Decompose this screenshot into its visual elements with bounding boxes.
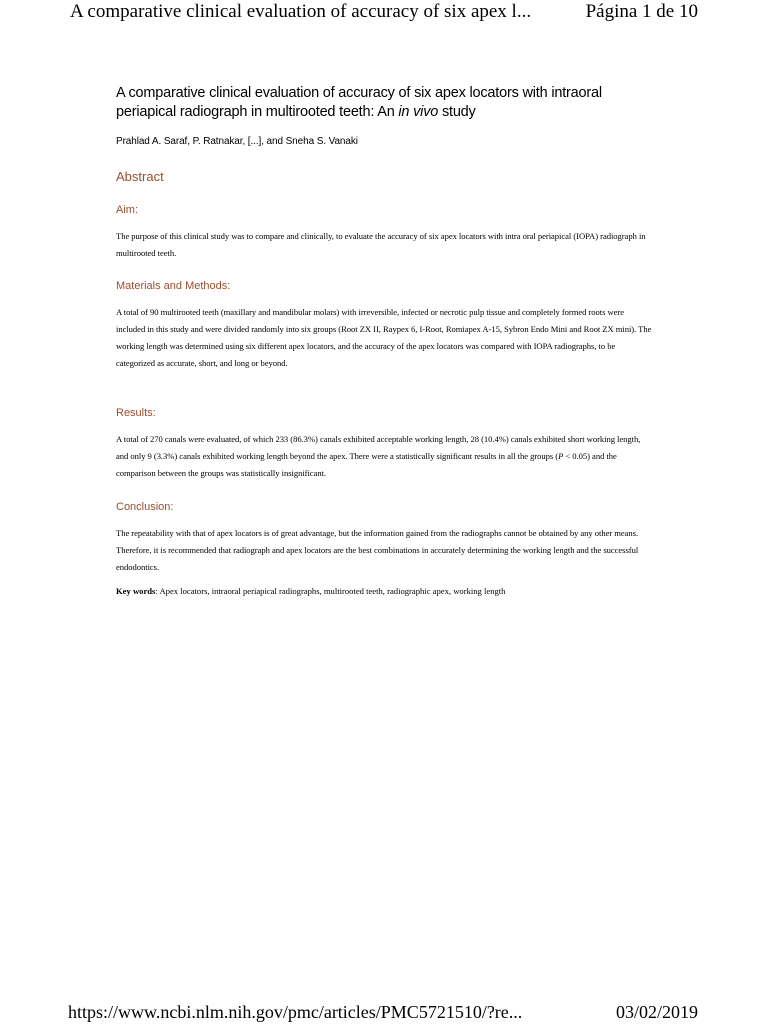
keywords-label: Key words [116, 586, 156, 596]
section-heading-conclusion: Conclusion: [116, 501, 174, 513]
section-text-aim: The purpose of this clinical study was to compare and clinically, to evaluate the accuracy of six apex locators with intra oral periapical (IOPA) radiograph in multirooted teeth. [116, 231, 646, 258]
section-heading-results: Results: [116, 407, 156, 419]
article-content [116, 84, 654, 185]
section-text-results [116, 431, 654, 482]
print-doc-title: A comparative clinical evaluation of accuracy of six apex l... [70, 1, 532, 22]
abstract-section-methods [116, 279, 654, 372]
abstract-heading: Abstract [116, 169, 164, 184]
print-source-url: https://www.ncbi.nlm.nih.gov/pmc/articles/PMC5721510/?re... [68, 1002, 523, 1022]
results-text-part2: < 0.05) and the comparison between the groups was statistically insignificant. [116, 451, 617, 478]
print-page-number: Página 1 de 10 [585, 1, 698, 22]
keywords [116, 583, 654, 600]
section-text-conclusion: The repeatability with that of apex locators is of great advantage, but the information gained from the radiographs cannot be obtained by any other means. Therefore, it is recommended that radiograph and apex locators are the best combinations in accurately determining the working length and the successful endodontics. [116, 528, 639, 572]
abstract-section-results [116, 406, 654, 482]
print-footer [0, 1000, 768, 1024]
article-title-main: A comparative clinical evaluation of accuracy of six apex locators with intraoral periapical radiograph in multirooted teeth: An [116, 85, 602, 120]
results-text-part1: A total of 270 canals were evaluated, of which 233 (86.3%) canals exhibited acceptable working length, 28 (10.4%) canals exhibited short working length, and only 9 (3.3%) canals exhibited working length beyond the apex. There were a statistically significant results in all the groups ( [116, 434, 641, 461]
section-text-methods: A total of 90 multirooted teeth (maxillary and mandibular molars) with irreversible, infected or necrotic pulp tissue and completely formed roots were included in this study and were divided randomly into six groups (Root ZX II, Raypex 6, I-Root, Romiapex A-15, Sybron Endo Mini and Root ZX mini). The working length was determined using six different apex locators, and the accuracy of the apex locators was compared with IOPA radiographs, to be categorized as accurate, short, and long or beyond. [116, 307, 652, 368]
abstract-section-aim [116, 203, 654, 262]
print-header [0, 0, 768, 28]
section-heading-aim: Aim: [116, 204, 138, 216]
article-title [116, 84, 654, 122]
results-text-italic: P [558, 451, 564, 461]
author-list: Prahlad A. Saraf, P. Ratnakar, [...], and Sneha S. Vanaki [116, 136, 358, 147]
abstract-section-conclusion [116, 500, 654, 576]
article-title-italic: in vivo [398, 104, 439, 120]
article-title-end: study [438, 104, 476, 120]
section-heading-methods: Materials and Methods: [116, 280, 231, 292]
keywords-text: : Apex locators, intraoral periapical radiographs, multirooted teeth, radiographic apex, working length [155, 586, 506, 596]
print-date: 03/02/2019 [615, 1002, 698, 1022]
